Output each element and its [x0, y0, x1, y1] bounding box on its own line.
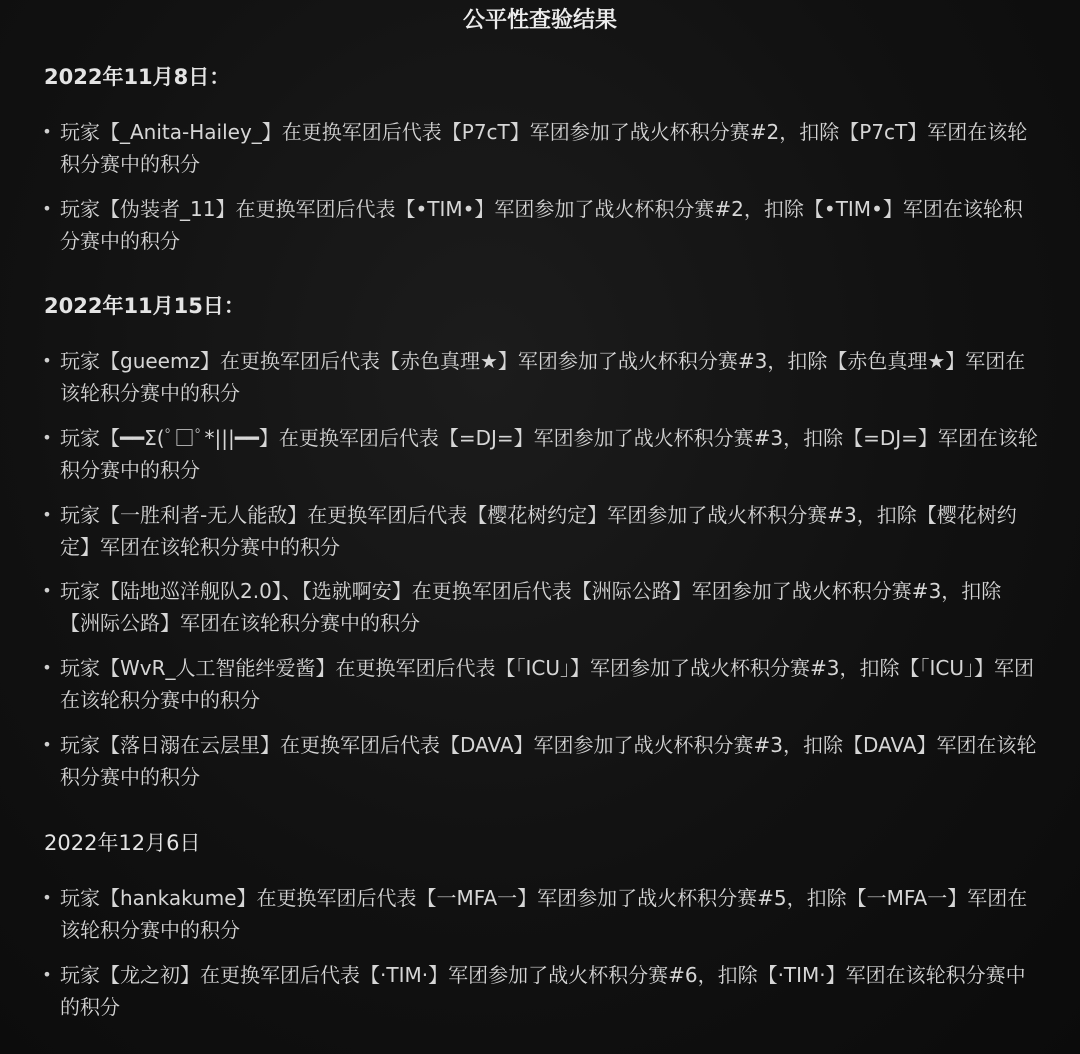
list-item-text: 玩家【WvR_人工智能绊爱酱】在更换军团后代表【「ICU」】军团参加了战火杯积分赛#3，扣除【「ICU」】军团在该轮积分赛中的积分	[60, 656, 1034, 712]
list-item-text: 玩家【一胜利者-无人能敌】在更换军团后代表【樱花树约定】军团参加了战火杯积分赛#3，扣除【樱花树约定】军团在该轮积分赛中的积分	[60, 503, 1017, 559]
bullet-icon: •	[42, 735, 52, 754]
bullet-icon: •	[42, 122, 52, 141]
bullet-icon: •	[42, 658, 52, 677]
list-item-text: 玩家【gueemz】在更换军团后代表【赤色真理★】军团参加了战火杯积分赛#3，扣除【赤色真理★】军团在该轮积分赛中的积分	[60, 349, 1026, 405]
list-item-text: 玩家【陆地巡洋舰队2.0】、【选就啊安】在更换军团后代表【洲际公路】军团参加了战火杯积分赛#3，扣除【洲际公路】军团在该轮积分赛中的积分	[60, 579, 1002, 635]
page-title: 公平性查验结果	[462, 8, 617, 33]
list-item	[40, 882, 1040, 946]
bullet-icon: •	[42, 965, 52, 984]
list-item	[40, 193, 1040, 257]
list-item	[40, 422, 1040, 486]
list-item-text: 玩家【hankakume】在更换军团后代表【一MFA一】军团参加了战火杯积分赛#5，扣除【一MFA一】军团在该轮积分赛中的积分	[60, 886, 1028, 942]
list-item-text: 玩家【龙之初】在更换军团后代表【·TIM·】军团参加了战火杯积分赛#6，扣除【·TIM·】军团在该轮积分赛中的积分	[60, 963, 1026, 1019]
bullet-icon: •	[42, 888, 52, 907]
list-item-text: 玩家【━━Σ(ﾟ□ﾟ*|||━━】在更换军团后代表【=DJ=】军团参加了战火杯积分赛#3，扣除【=DJ=】军团在该轮积分赛中的积分	[60, 426, 1038, 482]
list-item	[40, 499, 1040, 563]
list-item-text: 玩家【_Anita-Hailey_】在更换军团后代表【P7cT】军团参加了战火杯积分赛#2，扣除【P7cT】军团在该轮积分赛中的积分	[60, 120, 1028, 176]
list-item	[40, 959, 1040, 1023]
list-item-text: 玩家【伪装者_11】在更换军团后代表【•TIM•】军团参加了战火杯积分赛#2，扣除【•TIM•】军团在该轮积分赛中的积分	[60, 197, 1023, 253]
list-item	[40, 575, 1040, 639]
bullet-icon: •	[42, 428, 52, 447]
bullet-icon: •	[42, 199, 52, 218]
list-item	[40, 729, 1040, 793]
section-date: 2022年11月15日：	[44, 294, 245, 318]
section-date: 2022年11月8日：	[44, 65, 231, 89]
bullet-icon: •	[42, 351, 52, 370]
list-item	[40, 345, 1040, 409]
list-item	[40, 652, 1040, 716]
bullet-icon: •	[42, 581, 52, 600]
bullet-icon: •	[42, 505, 52, 524]
section-date: 2022年12月6日	[44, 831, 201, 855]
list-item-text: 玩家【落日溺在云层里】在更换军团后代表【DAVA】军团参加了战火杯积分赛#3，扣除【DAVA】军团在该轮积分赛中的积分	[60, 733, 1037, 789]
list-item	[40, 116, 1040, 180]
